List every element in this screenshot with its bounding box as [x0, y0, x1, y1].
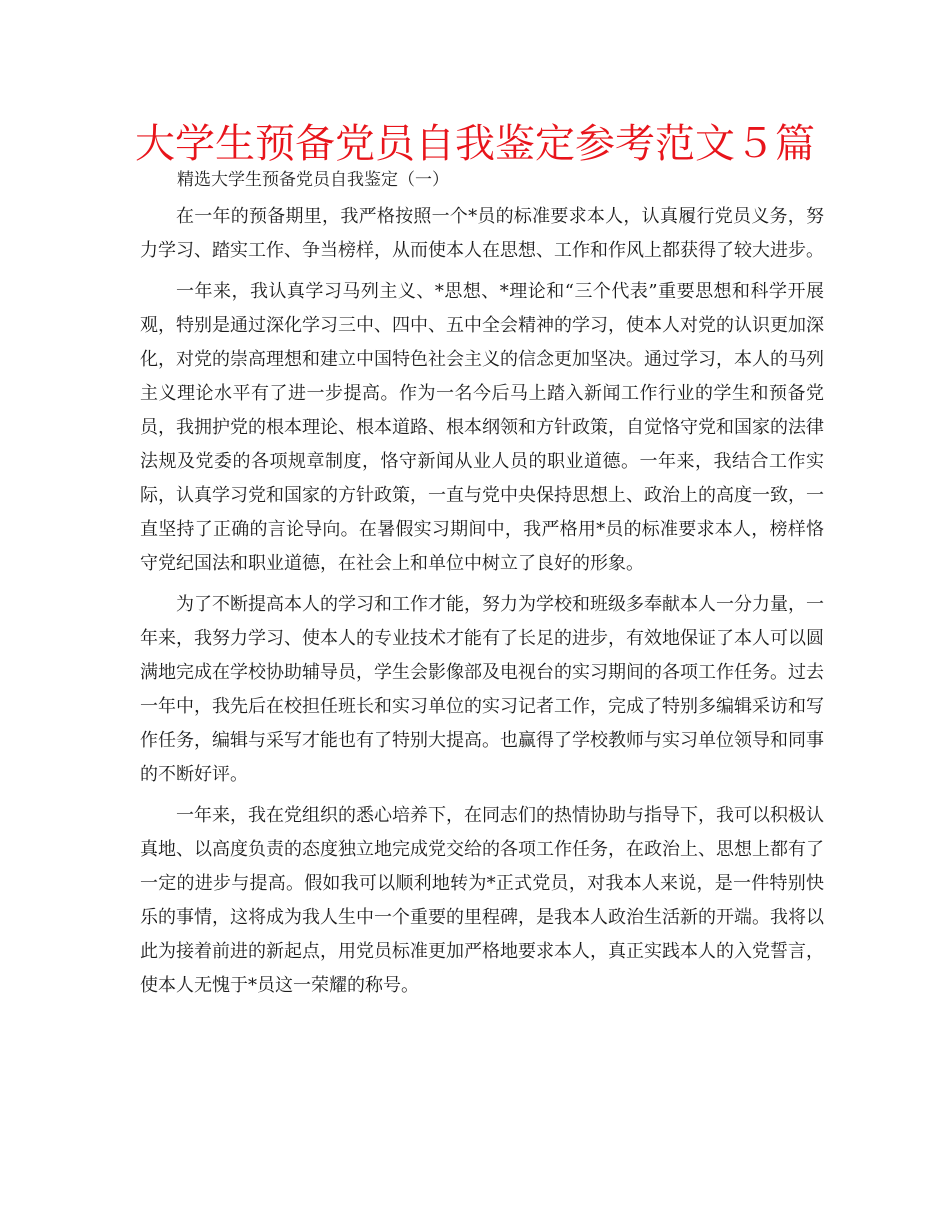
- paragraph: 为了不断提高本人的学习和工作才能，努力为学校和班级多奉献本人一分力量，一年来，我努力学习、使本人的专业技术才能有了长足的进步，有效地保证了本人可以圆满地完成在学校协助辅导员，学生会影像部及电视台的实习期间的各项工作任务。过去一年中，我先后在校担任班长和实习单位的实习记者工作，完成了特别多编辑采访和写作任务，编辑与采写才能也有了特别大提高。也赢得了学校教师与实习单位领导和同事的不断好评。: [140, 594, 824, 785]
- paragraph: 一年来，我认真学习马列主义、*思想、*理论和“三个代表”重要思想和科学开展观，特别是通过深化学习三中、四中、五中全会精神的学习，使本人对党的认识更加深化，对党的崇高理想和建立中国特色社会主义的信念更加坚决。通过学习，本人的马列主义理论水平有了进一步提高。作为一名今后马上踏入新闻工作行业的学生和预备党员，我拥护党的根本理论、根本道路、根本纲领和方针政策，自觉恪守党和国家的法律法规及党委的各项规章制度，恪守新闻从业人员的职业道德。一年来，我结合工作实际，认真学习党和国家的方针政策，一直与党中央保持思想上、政治上的高度一致，一直坚持了正确的言论导向。在暑假实习期间中，我严格用*员的标准要求本人，榜样恪守党纪国法和职业道德，在社会上和单位中树立了良好的形象。: [140, 281, 824, 574]
- paragraph: 在一年的预备期里，我严格按照一个*员的标准要求本人，认真履行党员义务，努力学习、踏实工作、争当榜样，从而使本人在思想、工作和作风上都获得了较大进步。: [140, 206, 824, 261]
- document-body: [140, 200, 824, 1010]
- document-title: 大学生预备党员自我鉴定参考范文５篇: [135, 121, 815, 167]
- paragraph: 一年来，我在党组织的悉心培养下，在同志们的热情协助与指导下，我可以积极认真地、以高度负责的态度独立地完成党交给的各项工作任务，在政治上、思想上都有了一定的进步与提高。假如我可以顺利地转为*正式党员，对我本人来说，是一件特别快乐的事情，这将成为我人生中一个重要的里程碑，是我本人政治生活新的开端。我将以此为接着前进的新起点，用党员标准更加严格地要求本人，真正实践本人的入党誓言，使本人无愧于*员这一荣耀的称号。: [140, 805, 824, 996]
- section-subtitle: 精选大学生预备党员自我鉴定（一）: [177, 170, 449, 190]
